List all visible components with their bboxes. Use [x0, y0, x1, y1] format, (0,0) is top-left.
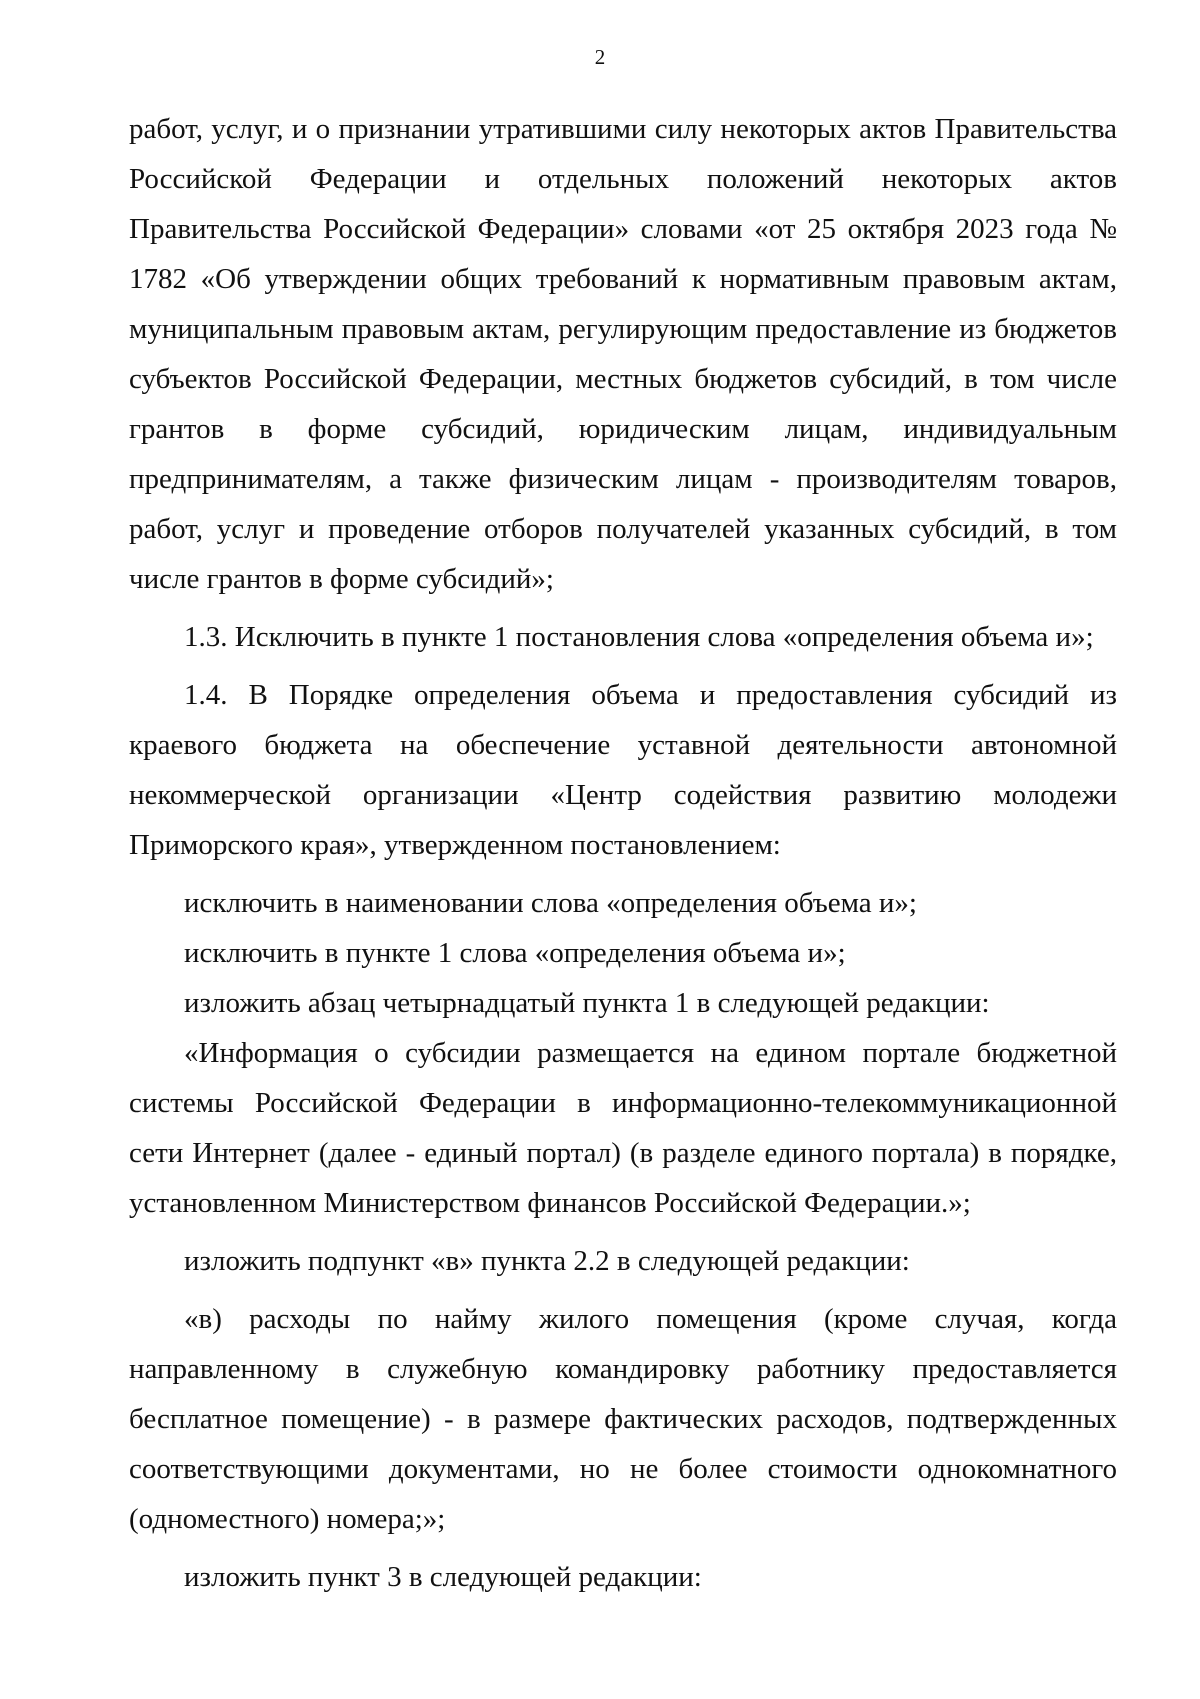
paragraph-continuation: работ, услуг, и о признании утратившими силу некоторых актов Правительства Российской Федерации и отдельных положений некоторых актов Правительства Российской Федерации» словами «от 25 октября 2023 года № 1782 «Об утверждении общих требований к нормативным правовым актам, муниципальным правовым актам, регулирующим предоставление из бюджетов субъектов Российской Федерации, местных бюджетов субсидий, в том числе грантов в форме субсидий, юридическим лицам, индивидуальным предпринимателям, а также физическим лицам - производителям товаров, работ, услуг и проведение отборов получателей указанных субсидий, в том числе грантов в форме субсидий»; — [129, 113, 1117, 595]
paragraph-1-4: 1.4. В Порядке определения объема и предоставления субсидий из краевого бюджета на обеспечение уставной деятельности автономной некоммерческой организации «Центр содействия развитию молодежи Приморского края», утвержденном постановлением: — [129, 679, 1117, 861]
paragraph-amend-item-3: изложить пункт 3 в следующей редакции: — [184, 1561, 702, 1593]
paragraph-exclude-item-1-words: исключить в пункте 1 слова «определения объема и»; — [184, 937, 846, 969]
paragraph-amend-fourteenth-abzac: изложить абзац четырнадцатый пункта 1 в следующей редакции: — [184, 987, 990, 1019]
paragraph-accommodation-expenses: «в) расходы по найму жилого помещения (кроме случая, когда направленному в служебную командировку работнику предоставляется бесплатное помещение) - в размере фактических расходов, подтвержденных соответствующими документами, но не более стоимости однокомнатного (одноместного) номера;»; — [129, 1303, 1117, 1535]
paragraph-1-3: 1.3. Исключить в пункте 1 постановления слова «определения объема и»; — [184, 621, 1094, 653]
paragraph-subsidy-information: «Информация о субсидии размещается на едином портале бюджетной системы Российской Федерации в информационно-телекоммуникационной сети Интернет (далее - единый портал) (в разделе единого портала) в порядке, установленном Министерством финансов Российской Федерации.»; — [129, 1037, 1117, 1219]
paragraph-exclude-title-words: исключить в наименовании слова «определения объема и»; — [184, 887, 917, 919]
document-body — [129, 104, 1117, 1602]
page-number: 2 — [594, 45, 606, 69]
paragraph-amend-subitem-v: изложить подпункт «в» пункта 2.2 в следующей редакции: — [184, 1245, 910, 1277]
